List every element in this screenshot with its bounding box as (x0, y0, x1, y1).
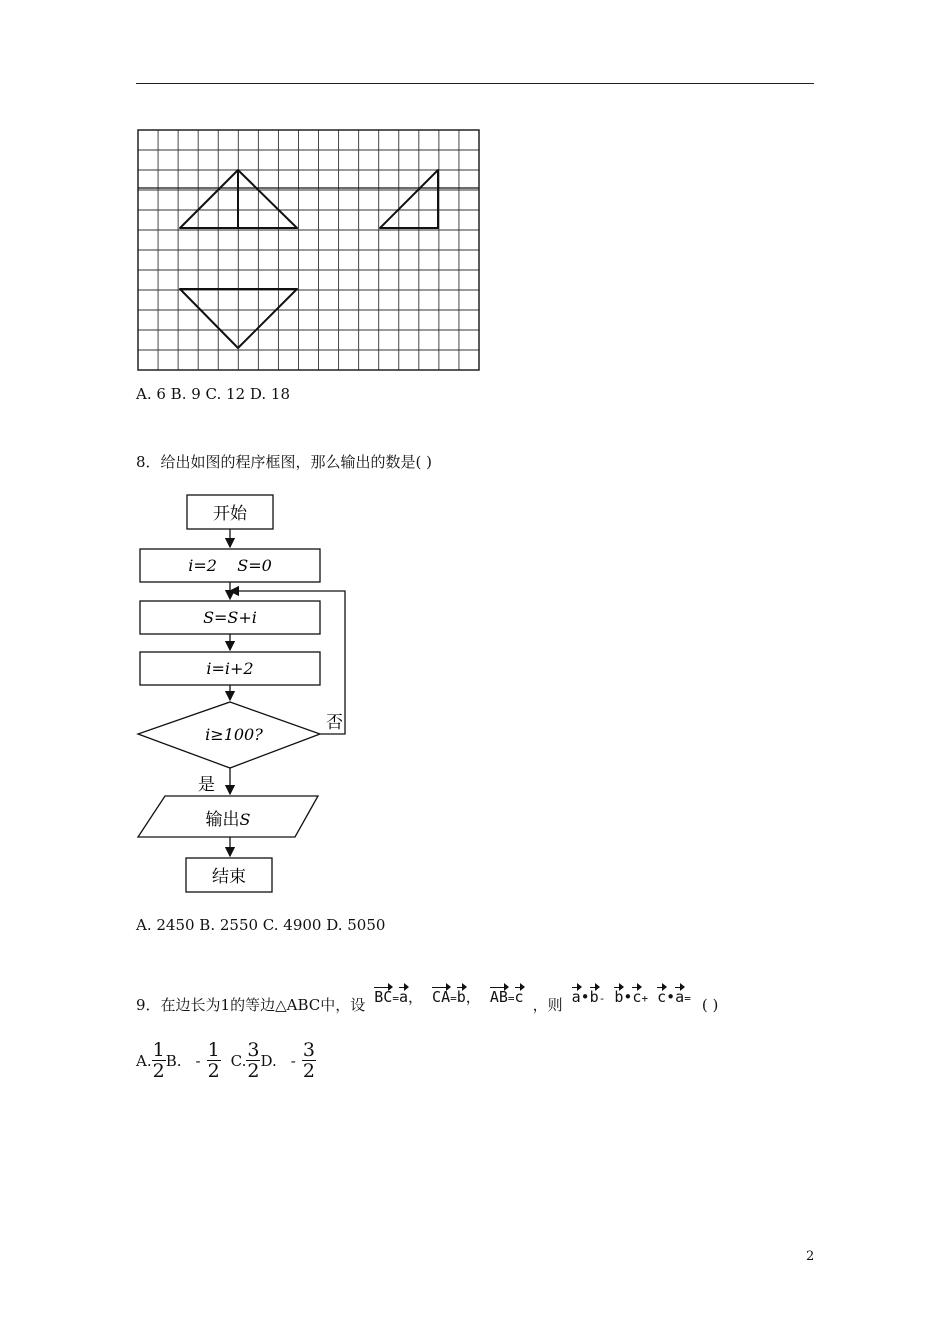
grid-figure (130, 122, 490, 377)
q7-options: A. 6 B. 9 C. 12 D. 18 (136, 385, 290, 403)
yes-label: 是 (198, 775, 215, 795)
q8-options: A. 2450 B. 2550 C. 4900 D. 5050 (136, 916, 386, 934)
flowchart (130, 488, 360, 898)
frac-d: $\frac{3}{2}$ (302, 1039, 315, 1082)
frac-c: $\frac{3}{2}$ (247, 1039, 260, 1082)
header-rule (136, 83, 814, 84)
frac-b: $\frac{1}{2}$ (207, 1039, 220, 1082)
no-label: 否 (326, 713, 343, 733)
vector-ab: AB (489, 988, 508, 1006)
page-number: 2 (806, 1249, 815, 1264)
triangle-upright-view (180, 170, 297, 228)
vector-bc: BC (374, 988, 393, 1006)
start-label: 开始 (213, 504, 247, 524)
end-label: 结束 (212, 867, 246, 887)
frac-a: $\frac{1}{2}$ (152, 1039, 165, 1082)
triangle-side-view (380, 170, 438, 228)
increment-label: i=i+2 (206, 659, 254, 678)
q8-stem: 8．给出如图的程序框图，那么输出的数是( ) (136, 453, 433, 471)
condition-label: i≥100? (205, 725, 263, 744)
output-label: 输出S (205, 810, 251, 830)
init-label: i=2 S=0 (188, 556, 272, 575)
dot-product-expression: a•b- b•c+ c•a= (571, 988, 691, 1006)
q9-stem: 9．在边长为1的等边△ABC中，设 BC=a， CA=b， AB=c ，则 a•b- b•c+ c•a= ( ) (136, 988, 719, 1014)
q9-options: A. $\frac{1}{2}$ B. - $\frac{1}{2}$ C. $\frac{3}{2}$ D. - $\frac{3}{2}$ (136, 1039, 315, 1082)
vector-ca: CA (432, 988, 451, 1006)
sum-label: S=S+i (203, 608, 257, 627)
